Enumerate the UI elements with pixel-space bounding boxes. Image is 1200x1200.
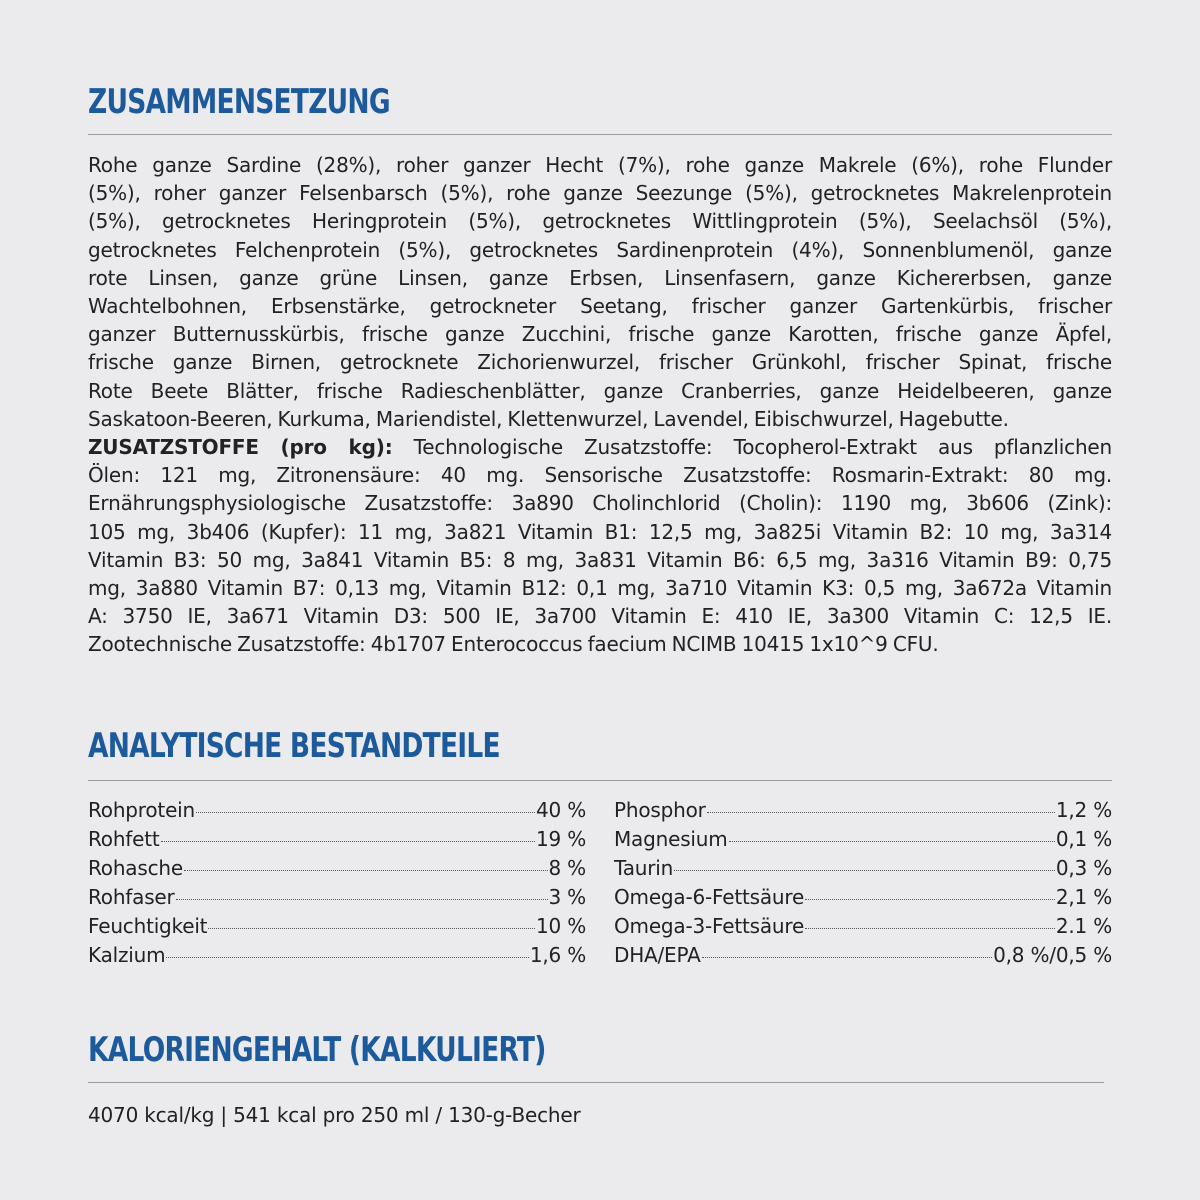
additives-line: Vitamin B3: 50 mg, 3a841 Vitamin B5: 8 mg, 3a831 Vitamin B6: 6,5 mg, 3a316 Vitamin B9: 0,75	[88, 547, 1112, 572]
analytic-section	[88, 726, 1112, 970]
analytic-row	[614, 883, 1112, 912]
analytic-value: 2,1 %	[1055, 885, 1112, 909]
analytic-row	[88, 825, 586, 854]
dot-leader	[674, 870, 1055, 871]
dot-leader	[196, 812, 535, 813]
analytic-value: 3 %	[548, 885, 586, 909]
analytic-value: 0,1 %	[1055, 827, 1112, 851]
analytic-row	[88, 941, 586, 970]
additives-first-line	[88, 433, 1112, 461]
ingredient-line: ganzer Butternusskürbis, frische ganze Zucchini, frische ganze Karotten, frische ganze Äpfel,	[88, 322, 1112, 347]
calorie-divider	[88, 1082, 1104, 1083]
analytic-right-column	[614, 796, 1112, 970]
dot-leader	[161, 841, 535, 842]
analytic-name: Rohasche	[88, 856, 183, 880]
analytic-name: Feuchtigkeit	[88, 914, 208, 938]
analytic-name: Rohprotein	[88, 798, 196, 822]
additives-line: 105 mg, 3b406 (Kupfer): 11 mg, 3a821 Vitamin B1: 12,5 mg, 3a825i Vitamin B2: 10 mg, 3a314	[88, 519, 1112, 544]
dot-leader	[805, 928, 1055, 929]
analytic-table	[88, 796, 1112, 970]
analytic-row	[614, 825, 1112, 854]
additives-first-text: Technologische Zusatzstoffe: Tocopherol-Extrakt aus pflanzlichen	[392, 435, 1112, 460]
analytic-value: 2.1 %	[1055, 914, 1112, 938]
analytic-value: 40 %	[535, 798, 586, 822]
analytic-row	[614, 854, 1112, 883]
ingredient-line: Wachtelbohnen, Erbsenstärke, getrockneter Seetang, frischer ganzer Gartenkürbis, frischer	[88, 294, 1112, 319]
analytic-value: 0,8 %/0,5 %	[993, 943, 1112, 967]
analytic-row	[614, 941, 1112, 970]
ingredient-line: Rote Beete Blätter, frische Radieschenblätter, ganze Cranberries, ganze Heidelbeeren, ganze	[88, 378, 1112, 403]
analytic-divider	[88, 780, 1112, 781]
additives-line: Ernährungsphysiologische Zusatzstoffe: 3a890 Cholinchlorid (Cholin): 1190 mg, 3b606 (Zink):	[88, 491, 1112, 516]
analytic-name: Magnesium	[614, 827, 728, 851]
dot-leader	[184, 870, 548, 871]
calorie-text: 4070 kcal/kg | 541 kcal pro 250 ml / 130-g-Becher	[88, 1103, 581, 1127]
composition-section	[88, 82, 1112, 659]
analytic-row	[88, 796, 586, 825]
additives-label: ZUSATZSTOFFE (pro kg):	[88, 435, 393, 460]
ingredient-line: getrocknetes Felchenprotein (5%), getrocknetes Sardinenprotein (4%), Sonnenblumenöl, ganze	[88, 237, 1112, 262]
analytic-value: 0,3 %	[1055, 856, 1112, 880]
analytic-value: 8 %	[548, 856, 586, 880]
dot-leader	[729, 841, 1055, 842]
additives-line: mg, 3a880 Vitamin B7: 0,13 mg, Vitamin B12: 0,1 mg, 3a710 Vitamin K3: 0,5 mg, 3a672a Vitamin	[88, 576, 1112, 601]
ingredient-line: (5%), getrocknetes Heringprotein (5%), getrocknetes Wittlingprotein (5%), Seelachsöl (5%),	[88, 209, 1112, 234]
analytic-name: Rohfaser	[88, 885, 175, 909]
analytic-value: 19 %	[535, 827, 586, 851]
ingredient-line: Saskatoon-Beeren, Kurkuma, Mariendistel, Klettenwurzel, Lavendel, Eibischwurzel, Hagebutte.	[88, 406, 1009, 431]
additives-line: Ölen: 121 mg, Zitronensäure: 40 mg. Sensorische Zusatzstoffe: Rosmarin-Extrakt: 80 mg.	[88, 463, 1112, 488]
analytic-name: Omega-3-Fettsäure	[614, 914, 805, 938]
dot-leader	[176, 899, 548, 900]
calorie-heading: KALORIENGEHALT (KALKULIERT)	[88, 1030, 546, 1070]
analytic-name: Rohfett	[88, 827, 160, 851]
ingredients-text	[88, 151, 1112, 659]
analytic-name: Kalzium	[88, 943, 166, 967]
analytic-row	[88, 854, 586, 883]
dot-leader	[702, 957, 993, 958]
ingredient-line: rote Linsen, ganze grüne Linsen, ganze Erbsen, Linsenfasern, ganze Kichererbsen, ganze	[88, 265, 1112, 290]
analytic-row	[614, 796, 1112, 825]
additives-line: Zootechnische Zusatzstoffe: 4b1707 Enterococcus faecium NCIMB 10415 1x10^9 CFU.	[88, 632, 939, 657]
ingredient-line: (5%), roher ganzer Felsenbarsch (5%), rohe ganze Seezunge (5%), getrocknetes Makrelenprotein	[88, 181, 1112, 206]
composition-heading: ZUSAMMENSETZUNG	[88, 82, 390, 122]
dot-leader	[208, 928, 535, 929]
dot-leader	[805, 899, 1055, 900]
dot-leader	[166, 957, 528, 958]
analytic-name: Taurin	[614, 856, 674, 880]
analytic-value: 1,2 %	[1055, 798, 1112, 822]
additives-line: A: 3750 IE, 3a671 Vitamin D3: 500 IE, 3a700 Vitamin E: 410 IE, 3a300 Vitamin C: 12,5 IE.	[88, 604, 1112, 629]
analytic-left-column	[88, 796, 586, 970]
composition-divider	[88, 134, 1112, 135]
analytic-value: 10 %	[535, 914, 586, 938]
ingredient-line: frische ganze Birnen, getrocknete Zichorienwurzel, frischer Grünkohl, frischer Spinat, frische	[88, 350, 1112, 375]
analytic-row	[614, 912, 1112, 941]
ingredient-line: Rohe ganze Sardine (28%), roher ganzer Hecht (7%), rohe ganze Makrele (6%), rohe Flunder	[88, 153, 1112, 177]
analytic-row	[88, 883, 586, 912]
analytic-row	[88, 912, 586, 941]
analytic-heading: ANALYTISCHE BESTANDTEILE	[88, 726, 500, 766]
analytic-name: DHA/EPA	[614, 943, 701, 967]
analytic-name: Phosphor	[614, 798, 706, 822]
dot-leader	[707, 812, 1055, 813]
analytic-value: 1,6 %	[529, 943, 586, 967]
analytic-name: Omega-6-Fettsäure	[614, 885, 805, 909]
calorie-section	[88, 1030, 1104, 1127]
